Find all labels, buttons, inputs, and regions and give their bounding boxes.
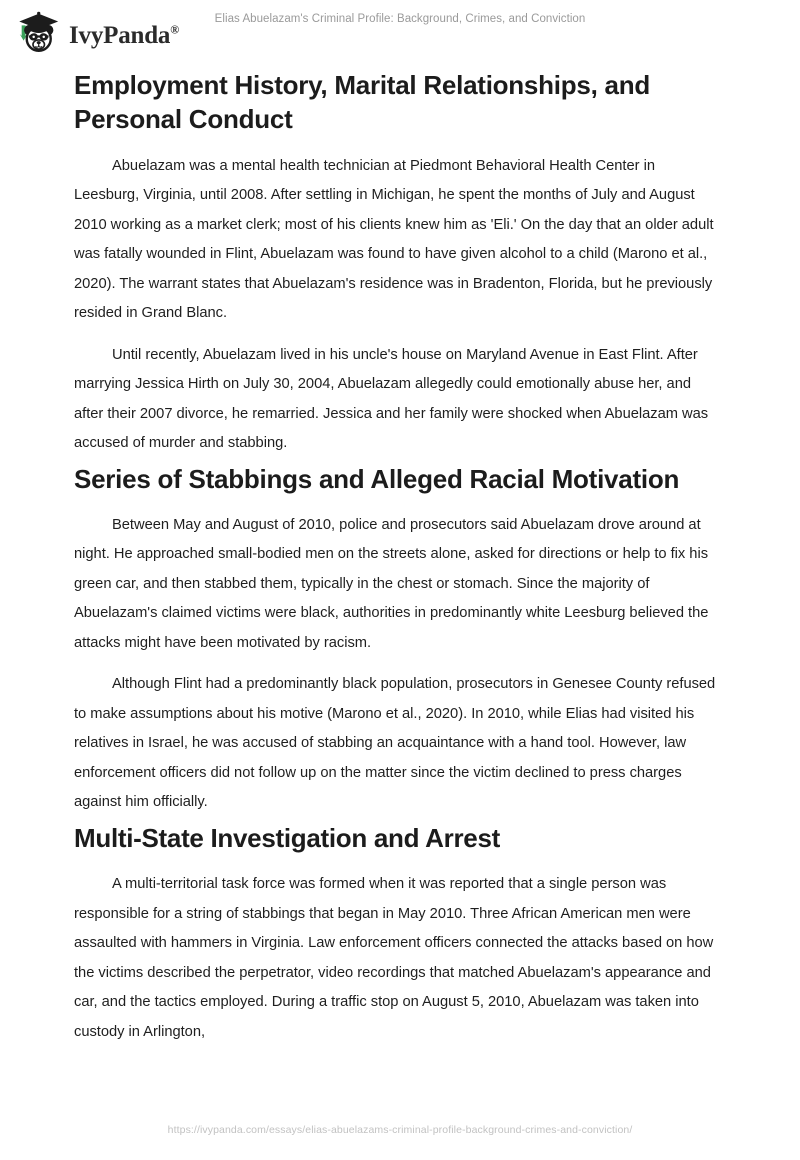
paragraph: Although Flint had a predominantly black population, prosecutors in Genesee County refused to make assumptions about his motive (Marono et al., 2020). In 2010, while Elias had visited his relatives in Israel, he was accused of stabbing an acquaintance with a hand tool. However, law enforcement officers did not follow up on the matter since the victim declined to press charges against him officially. (74, 676, 716, 811)
paragraph: Abuelazam was a mental health technician at Piedmont Behavioral Health Center in Leesburg, Virginia, until 2008. After settling in Michigan, he spent the months of July and August 2010 working as a market clerk; most of his clients knew him as 'Eli.' On the day that an older adult was fatally wounded in Flint, Abuelazam was found to have given alcohol to a child (Marono et al., 2020). The warrant states that Abuelazam's residence was in Bradenton, Florida, but he previously resided in Grand Blanc. (74, 157, 714, 322)
brand-name-text: IvyPanda (69, 21, 171, 49)
document-content (74, 68, 722, 1050)
source-url[interactable]: https://ivypanda.com/essays/elias-abuelazams-criminal-profile-background-crimes-and-conviction/ (167, 1124, 633, 1136)
paragraph: Between May and August of 2010, police and prosecutors said Abuelazam drove around at night. He approached small-bodied men on the streets alone, asked for directions or help to fix his green car, and then stabbed them, typically in the chest or stomach. Since the majority of Abuelazam's claimed victims were black, authorities in predominantly white Leesburg believed the attacks might have been motivated by racism. (74, 516, 709, 651)
page-header (0, 0, 800, 62)
paragraph: Until recently, Abuelazam lived in his uncle's house on Maryland Avenue in East Flint. After marrying Jessica Hirth on July 30, 2004, Abuelazam allegedly could emotionally abuse her, and after their 2007 divorce, he remarried. Jessica and her family were shocked when Abuelazam was accused of murder and stabbing. (74, 346, 709, 452)
brand-name (69, 23, 179, 48)
section-heading-1: Employment History, Marital Relationships, and Personal Conduct (74, 70, 651, 135)
running-head-title: Elias Abuelazam's Criminal Profile: Background, Crimes, and Conviction (214, 13, 586, 25)
section-heading-2: Series of Stabbings and Alleged Racial Motivation (74, 463, 680, 494)
registered-mark: ® (170, 22, 179, 37)
page-footer (0, 1120, 800, 1138)
section-heading-3: Multi-State Investigation and Arrest (74, 822, 500, 853)
paragraph: A multi-territorial task force was formed when it was reported that a single person was responsible for a string of stabbings that began in May 2010. Three African American men were assaulted with hammers in Virginia. Law enforcement officers connected the attacks based on how the victims described the perpetrator, video recordings that matched Abuelazam's appearance and car, and the tactics employed. During a traffic stop on August 5, 2010, Abuelazam was taken into custody in Arlington, (74, 876, 714, 1040)
